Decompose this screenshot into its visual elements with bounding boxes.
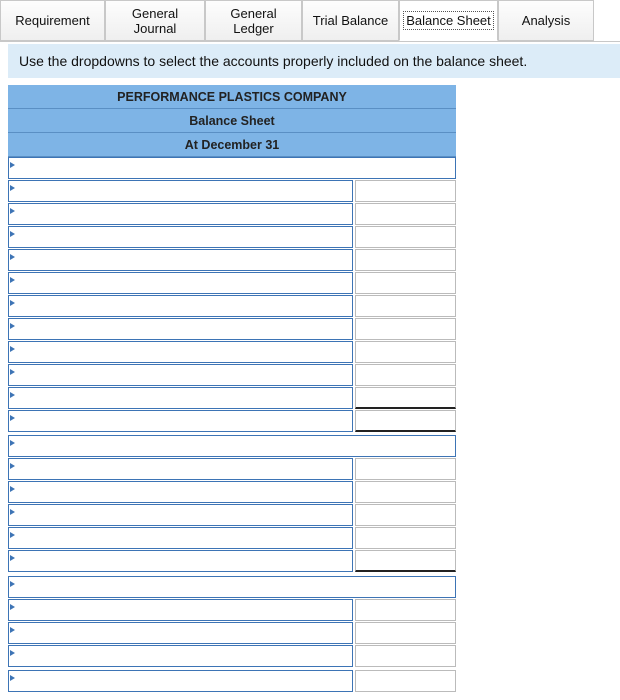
- dropdown-arrow-icon: [10, 581, 15, 587]
- amount-input[interactable]: [355, 272, 456, 294]
- dropdown-arrow-icon: [10, 627, 15, 633]
- account-dropdown[interactable]: [8, 226, 353, 248]
- amount-input[interactable]: [355, 180, 456, 202]
- amount-input[interactable]: [355, 504, 456, 526]
- account-dropdown[interactable]: [8, 249, 353, 271]
- amount-input[interactable]: [355, 599, 456, 621]
- tab-trial-balance[interactable]: [302, 0, 399, 41]
- amount-input[interactable]: [355, 527, 456, 549]
- dropdown-arrow-icon: [10, 185, 15, 191]
- account-dropdown[interactable]: [8, 599, 353, 621]
- dropdown-arrow-icon: [10, 415, 15, 421]
- account-dropdown[interactable]: [8, 670, 353, 692]
- instruction-text: Use the dropdowns to select the accounts properly included on the balance sheet.: [19, 53, 528, 69]
- dropdown-arrow-icon: [10, 555, 15, 561]
- amount-input[interactable]: [355, 622, 456, 644]
- dropdown-arrow-icon: [10, 392, 15, 398]
- dropdown-arrow-icon: [10, 231, 15, 237]
- account-dropdown[interactable]: [8, 645, 353, 667]
- tab-general-ledger[interactable]: [205, 0, 302, 41]
- amount-input[interactable]: [355, 249, 456, 271]
- dropdown-arrow-icon: [10, 675, 15, 681]
- dropdown-arrow-icon: [10, 254, 15, 260]
- amount-input[interactable]: [355, 410, 456, 432]
- amount-input[interactable]: [355, 387, 456, 409]
- account-dropdown[interactable]: [8, 504, 353, 526]
- section-heading-dropdown[interactable]: [8, 435, 456, 457]
- tab-bar: [0, 0, 620, 42]
- statement-date-header: At December 31: [8, 133, 456, 157]
- account-dropdown[interactable]: [8, 481, 353, 503]
- section-heading-dropdown[interactable]: [8, 576, 456, 598]
- company-name-header: PERFORMANCE PLASTICS COMPANY: [8, 85, 456, 109]
- dropdown-arrow-icon: [10, 604, 15, 610]
- dropdown-arrow-icon: [10, 277, 15, 283]
- amount-input[interactable]: [355, 295, 456, 317]
- account-dropdown[interactable]: [8, 318, 353, 340]
- account-dropdown[interactable]: [8, 364, 353, 386]
- tab-label: Analysis: [521, 13, 571, 28]
- amount-input[interactable]: [355, 226, 456, 248]
- dropdown-arrow-icon: [10, 650, 15, 656]
- amount-input[interactable]: [355, 481, 456, 503]
- dropdown-arrow-icon: [10, 162, 15, 168]
- tab-requirement[interactable]: [0, 0, 105, 41]
- account-dropdown[interactable]: [8, 550, 353, 572]
- tab-label: Trial Balance: [312, 13, 389, 28]
- dropdown-arrow-icon: [10, 323, 15, 329]
- amount-input[interactable]: [355, 645, 456, 667]
- account-dropdown[interactable]: [8, 272, 353, 294]
- account-dropdown[interactable]: [8, 410, 353, 432]
- account-dropdown[interactable]: [8, 341, 353, 363]
- dropdown-arrow-icon: [10, 486, 15, 492]
- dropdown-arrow-icon: [10, 532, 15, 538]
- account-dropdown[interactable]: [8, 527, 353, 549]
- dropdown-arrow-icon: [10, 369, 15, 375]
- tab-general-journal[interactable]: [105, 0, 205, 41]
- dropdown-arrow-icon: [10, 208, 15, 214]
- dropdown-arrow-icon: [10, 463, 15, 469]
- statement-title-header: Balance Sheet: [8, 109, 456, 133]
- amount-input[interactable]: [355, 364, 456, 386]
- tab-label: General Journal: [131, 5, 179, 36]
- tab-balance-sheet[interactable]: [399, 0, 498, 41]
- account-dropdown[interactable]: [8, 203, 353, 225]
- dropdown-arrow-icon: [10, 300, 15, 306]
- amount-input[interactable]: [355, 318, 456, 340]
- tab-divider: [0, 41, 620, 42]
- account-dropdown[interactable]: [8, 458, 353, 480]
- tab-label: General Ledger: [230, 5, 277, 36]
- account-dropdown[interactable]: [8, 180, 353, 202]
- account-dropdown[interactable]: [8, 295, 353, 317]
- section-heading-dropdown[interactable]: [8, 157, 456, 179]
- tab-label: Requirement: [15, 13, 90, 28]
- dropdown-arrow-icon: [10, 509, 15, 515]
- amount-input[interactable]: [355, 458, 456, 480]
- amount-input[interactable]: [355, 550, 456, 572]
- account-dropdown[interactable]: [8, 622, 353, 644]
- instruction-banner: [8, 44, 620, 78]
- amount-input[interactable]: [355, 341, 456, 363]
- amount-input[interactable]: [355, 670, 456, 692]
- dropdown-arrow-icon: [10, 346, 15, 352]
- amount-input[interactable]: [355, 203, 456, 225]
- dropdown-arrow-icon: [10, 440, 15, 446]
- tab-analysis[interactable]: [498, 0, 594, 41]
- tab-label: Balance Sheet: [406, 13, 491, 28]
- account-dropdown[interactable]: [8, 387, 353, 409]
